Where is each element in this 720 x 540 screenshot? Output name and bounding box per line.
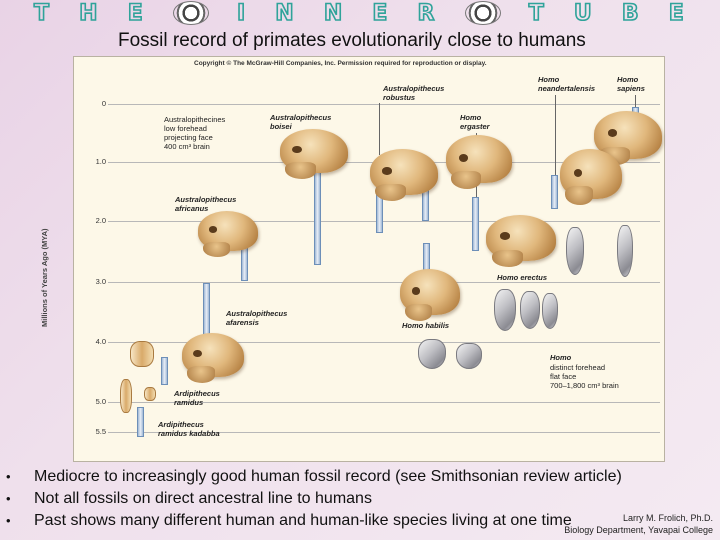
note-line: projecting face	[164, 133, 213, 142]
species-name-line: boisei	[270, 122, 292, 131]
gridline	[108, 221, 660, 222]
species-name-line: Homo	[617, 75, 639, 84]
skull-australopithecus-afarensis-icon	[182, 333, 244, 377]
stone-tool-icon	[494, 289, 516, 331]
note-line: low forehead	[164, 124, 207, 133]
species-label-homo-ergaster	[460, 113, 490, 131]
tick-label: 1.0	[95, 157, 106, 166]
note-line: 400 cm³ brain	[164, 142, 210, 151]
banner-letter: U	[573, 0, 594, 26]
banner-letter: T	[528, 0, 546, 26]
species-label-australopithecus-robustus	[383, 84, 444, 102]
author-credit	[564, 512, 713, 536]
species-name-line: Australopithecus	[226, 309, 288, 318]
species-name-line: neandertalensis	[538, 84, 596, 93]
homo-note	[550, 363, 619, 390]
stone-tool-icon	[456, 343, 482, 369]
banner-letter: E	[372, 0, 390, 26]
species-name-line: Australopithecus	[383, 84, 445, 93]
species-label-homo-neandertalensis	[538, 75, 595, 93]
species-name-line: Australopithecus	[270, 113, 332, 122]
note-line: flat face	[550, 372, 577, 381]
ornament-icon	[173, 1, 209, 25]
bullet-text: Past shows many different human and human-like species living at one time	[34, 512, 572, 529]
copyright-notice: Copyright © The McGraw-Hill Companies, Inc. Permission required for reproduction or display.	[194, 60, 487, 67]
species-label-ardipithecus-ramidus-kadabba	[158, 420, 220, 438]
species-label-homo	[550, 353, 571, 362]
skull-homo-ergaster-icon	[446, 135, 512, 183]
banner	[0, 0, 720, 26]
banner-letter: N	[323, 0, 345, 26]
bullet-glyph: •	[6, 469, 11, 484]
species-label-homo-erectus	[497, 273, 547, 282]
range-bar-homo-neandertalensis	[551, 175, 558, 209]
species-name-line: Homo erectus	[497, 273, 548, 282]
bullet-glyph: •	[6, 491, 11, 506]
gridline	[108, 104, 660, 105]
species-name-line: sapiens	[617, 84, 645, 93]
skull-australopithecus-africanus-icon	[198, 211, 258, 251]
skull-australopithecus-robustus-icon	[370, 149, 438, 195]
stone-tool-icon	[617, 225, 633, 277]
note-line: Australopithecines	[164, 115, 226, 124]
tick-label: 5.0	[95, 397, 106, 406]
banner-letter: E	[668, 0, 686, 26]
banner-letter: R	[417, 0, 437, 26]
species-label-homo-habilis	[402, 321, 449, 330]
tick-label: 3.0	[95, 277, 106, 286]
stone-tool-icon	[418, 339, 446, 369]
range-bar-ardipithecus-ramidus-kadabba	[137, 407, 144, 437]
species-label-ardipithecus-ramidus	[174, 389, 220, 407]
range-bar-ardipithecus-ramidus	[161, 357, 168, 385]
banner-letter: N	[275, 0, 296, 26]
stone-tool-icon	[542, 293, 558, 329]
bullet-item	[0, 490, 720, 512]
species-name-line: Ardipithecus	[174, 389, 220, 398]
bullet-text: Not all fossils on direct ancestral line to humans	[34, 490, 372, 507]
gridline	[108, 282, 660, 283]
species-name-line: robustus	[383, 93, 416, 102]
species-name-line: Australopithecus	[175, 195, 237, 204]
note-line: distinct forehead	[550, 363, 606, 372]
range-bar-homo-erectus	[472, 197, 479, 251]
banner-letter: T	[34, 0, 52, 26]
species-name-line: ramidus kadabba	[158, 429, 220, 438]
banner-letter: H	[79, 0, 100, 26]
banner-letter: B	[621, 0, 641, 26]
skull-homo-sapiens-icon	[560, 149, 622, 199]
species-name-line: ergaster	[460, 122, 490, 131]
author-name: Larry M. Frolich, Ph.D.	[622, 513, 713, 523]
species-name-line: afarensis	[226, 318, 259, 327]
author-affiliation: Biology Department, Yavapai College	[564, 525, 713, 535]
species-name-line: Homo	[538, 75, 560, 84]
species-name-line: Homo	[550, 353, 572, 362]
tick-label: 4.0	[95, 337, 106, 346]
y-axis-title: Millions of Years Ago (MYA)	[40, 228, 49, 327]
stone-tool-icon	[566, 227, 584, 275]
slide-title: Fossil record of primates evolutionarily close to humans	[118, 30, 586, 51]
connector-line	[555, 95, 556, 177]
banner-letter: E	[127, 0, 145, 26]
species-label-australopithecus-afarensis	[226, 309, 287, 327]
jaw-fragment-icon	[130, 341, 154, 367]
bone-fragment-icon	[144, 387, 156, 401]
banner-letter: I	[236, 0, 248, 26]
species-name-line: ramidus	[174, 398, 204, 407]
tick-label: 0	[101, 99, 106, 108]
fossil-figure	[40, 56, 665, 462]
bullet-glyph: •	[6, 513, 11, 528]
tick-label: 5.5	[95, 427, 106, 436]
species-name-line: Homo	[460, 113, 482, 122]
note-line: 700–1,800 cm³ brain	[550, 381, 619, 390]
australopithecines-note	[164, 115, 225, 151]
skull-homo-erectus-icon	[486, 215, 556, 261]
ornament-icon	[465, 1, 501, 25]
species-label-homo-sapiens	[617, 75, 645, 93]
range-bar-australopithecus-boisei	[314, 169, 321, 265]
species-name-line: Homo habilis	[402, 321, 450, 330]
bullet-text: Mediocre to increasingly good human fossil record (see Smithsonian review article)	[34, 468, 622, 485]
stone-tool-icon	[520, 291, 540, 329]
limb-bone-icon	[120, 379, 132, 413]
species-label-australopithecus-boisei	[270, 113, 331, 131]
bullet-item	[0, 468, 720, 490]
skull-homo-habilis-icon	[400, 269, 460, 315]
species-name-line: africanus	[175, 204, 209, 213]
species-name-line: Ardipithecus	[158, 420, 204, 429]
connector-line	[379, 103, 380, 155]
skull-australopithecus-boisei-icon	[280, 129, 348, 173]
tick-label: 2.0	[95, 216, 106, 225]
